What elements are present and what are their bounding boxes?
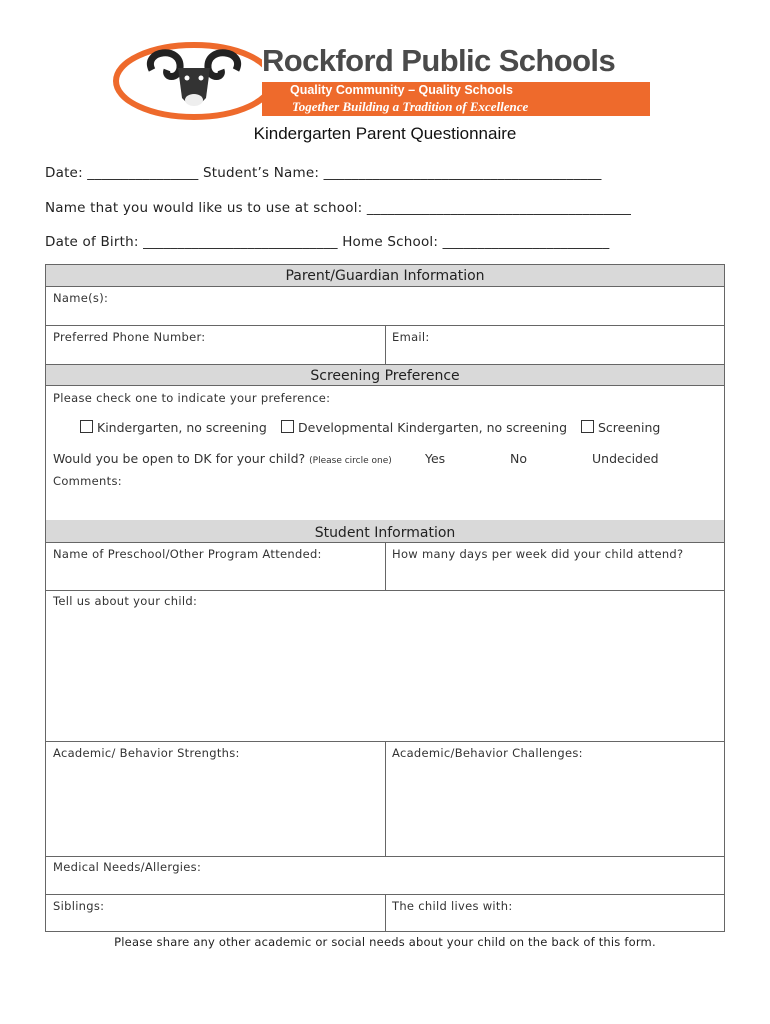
days-per-week-label: How many days per week did your child attend?: [392, 547, 684, 561]
section-header-parent: Parent/Guardian Information: [46, 265, 724, 287]
dk-answer-undecided[interactable]: Undecided: [592, 451, 659, 466]
divider: [385, 542, 386, 590]
logo-title: Rockford Public Schools: [262, 43, 616, 78]
ram-mascot-icon: [112, 40, 262, 122]
divider: [46, 590, 724, 591]
questionnaire-table: [45, 264, 725, 932]
strengths-label: Academic/ Behavior Strengths:: [53, 746, 240, 760]
logo-motto: Together Building a Tradition of Excellence: [292, 99, 529, 114]
school-logo: [112, 40, 662, 122]
divider: [385, 325, 386, 364]
checkbox-screening[interactable]: [581, 420, 594, 433]
option-kindergarten[interactable]: Kindergarten, no screening: [80, 420, 267, 435]
email-label: Email:: [392, 330, 430, 344]
section-header-student: Student Information: [46, 520, 724, 542]
divider: [385, 741, 386, 856]
names-label: Name(s):: [53, 291, 109, 305]
siblings-label: Siblings:: [53, 899, 105, 913]
preferred-name-line[interactable]: Name that you would like us to use at school: ______________________________________: [45, 200, 632, 216]
checkbox-kindergarten[interactable]: [80, 420, 93, 433]
checkbox-developmental-kindergarten[interactable]: [281, 420, 294, 433]
document-title: Kindergarten Parent Questionnaire: [253, 124, 517, 143]
dk-question: Would you be open to DK for your child? (Please circle one): [53, 451, 392, 466]
lives-with-label: The child lives with:: [392, 899, 513, 913]
divider: [46, 856, 724, 857]
screening-instruction: Please check one to indicate your preference:: [53, 391, 331, 405]
dk-note: (Please circle one): [309, 456, 392, 466]
medical-label: Medical Needs/Allergies:: [53, 860, 202, 874]
comments-label: Comments:: [53, 474, 122, 488]
challenges-label: Academic/Behavior Challenges:: [392, 746, 583, 760]
dk-answer-no[interactable]: No: [510, 451, 527, 466]
birth-home-school-line[interactable]: Date of Birth: ____________________________ Home School: ________________________: [45, 234, 610, 250]
tell-us-label: Tell us about your child:: [53, 594, 198, 608]
section-header-screening: Screening Preference: [46, 364, 724, 386]
date-student-name-line[interactable]: Date: ________________ Student’s Name: ________________________________________: [45, 165, 602, 181]
preschool-label: Name of Preschool/Other Program Attended:: [53, 547, 322, 561]
dk-answer-yes[interactable]: Yes: [425, 451, 446, 466]
divider: [385, 894, 386, 931]
footer-note: Please share any other academic or social needs about your child on the back of this form.: [114, 935, 656, 949]
phone-label: Preferred Phone Number:: [53, 330, 206, 344]
option-developmental-kindergarten[interactable]: Developmental Kindergarten, no screening: [281, 420, 567, 435]
option-screening[interactable]: Screening: [581, 420, 660, 435]
logo-tagline: Quality Community – Quality Schools: [290, 83, 513, 97]
